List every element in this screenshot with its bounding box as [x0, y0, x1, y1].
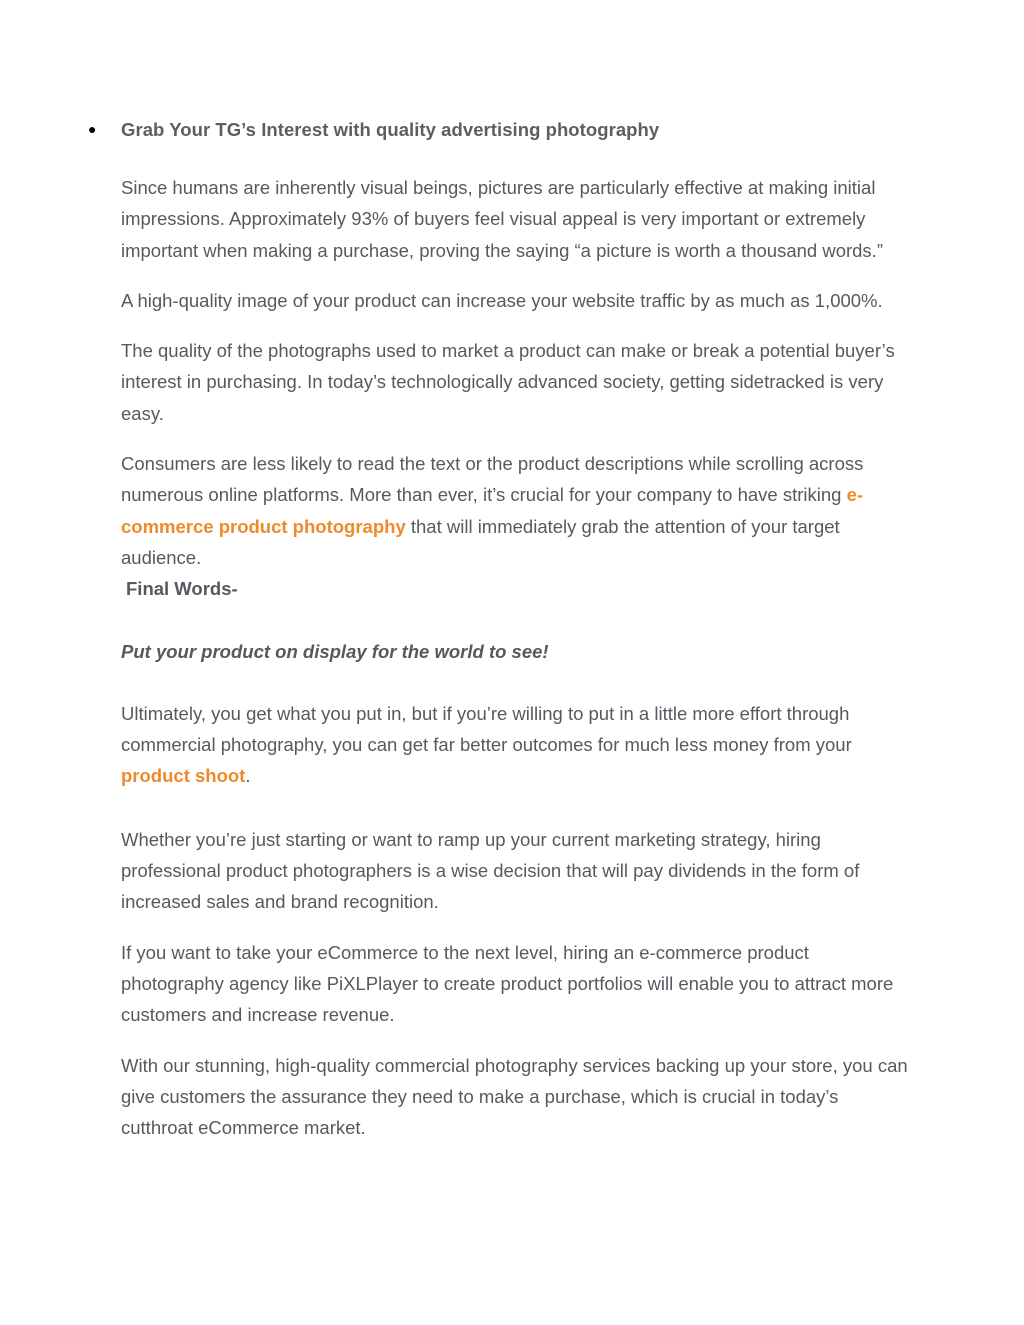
paragraph-consumers — [121, 448, 911, 573]
paragraph-next-level: If you want to take your eCommerce to the next level, hiring an e-commerce product photography agency like PiXLPlayer to create product portfolios will enable you to attract more customers and increase revenue. — [121, 941, 894, 1026]
article-body — [121, 172, 911, 1143]
paragraph-visual-appeal: Since humans are inherently visual beings, pictures are particularly effective at making initial impressions. Approximately 93% of buyers feel visual appeal is very important or extremely important when making a purchase, proving the saying “a picture is worth a thousand words.” — [121, 177, 883, 261]
paragraph-whether: Whether you’re just starting or want to ramp up your current marketing strategy, hiring professional product photographers is a wise decision that will pay dividends in the form of increased sales and brand recognition. — [121, 828, 860, 913]
section-heading: Grab Your TG’s Interest with quality advertising photography — [121, 119, 660, 140]
ecommerce-photography-link[interactable]: e-commerce product photography — [121, 484, 864, 537]
tagline: Put your product on display for the world to see! — [121, 640, 549, 662]
paragraph-assurance: With our stunning, high-quality commercial photography services backing up your store, you can give customers the assurance they need to make a purchase, which is crucial in today’s cutthroat eCommerce market. — [121, 1054, 908, 1139]
bullet-heading-row — [88, 119, 888, 141]
paragraph-ultimately-text-end: . — [245, 765, 251, 787]
paragraph-consumers-text-start: Consumers are less likely to read the text or the product descriptions while scrolling across numerous online platforms. More than ever, it’s crucial for your company to have striking — [121, 453, 864, 506]
paragraph-quality: The quality of the photographs used to market a product can make or break a potential buyer’s interest in purchasing. In today’s technologically advanced society, getting sidetracked is very easy. — [121, 340, 895, 424]
bullet-icon: ● — [88, 121, 97, 137]
product-shoot-link[interactable]: product shoot — [121, 765, 246, 787]
paragraph-consumers-text-end: that will immediately grab the attention of your target audience. — [121, 515, 840, 568]
paragraph-traffic: A high-quality image of your product can increase your website traffic by as much as 1,000%. — [121, 289, 883, 311]
paragraph-ultimately-text-start: Ultimately, you get what you put in, but if you’re willing to put in a little more effort through commercial photography, you can get far better outcomes for much less money from your — [121, 702, 852, 756]
paragraph-ultimately — [121, 698, 911, 792]
final-words-heading: Final Words- — [126, 578, 238, 600]
